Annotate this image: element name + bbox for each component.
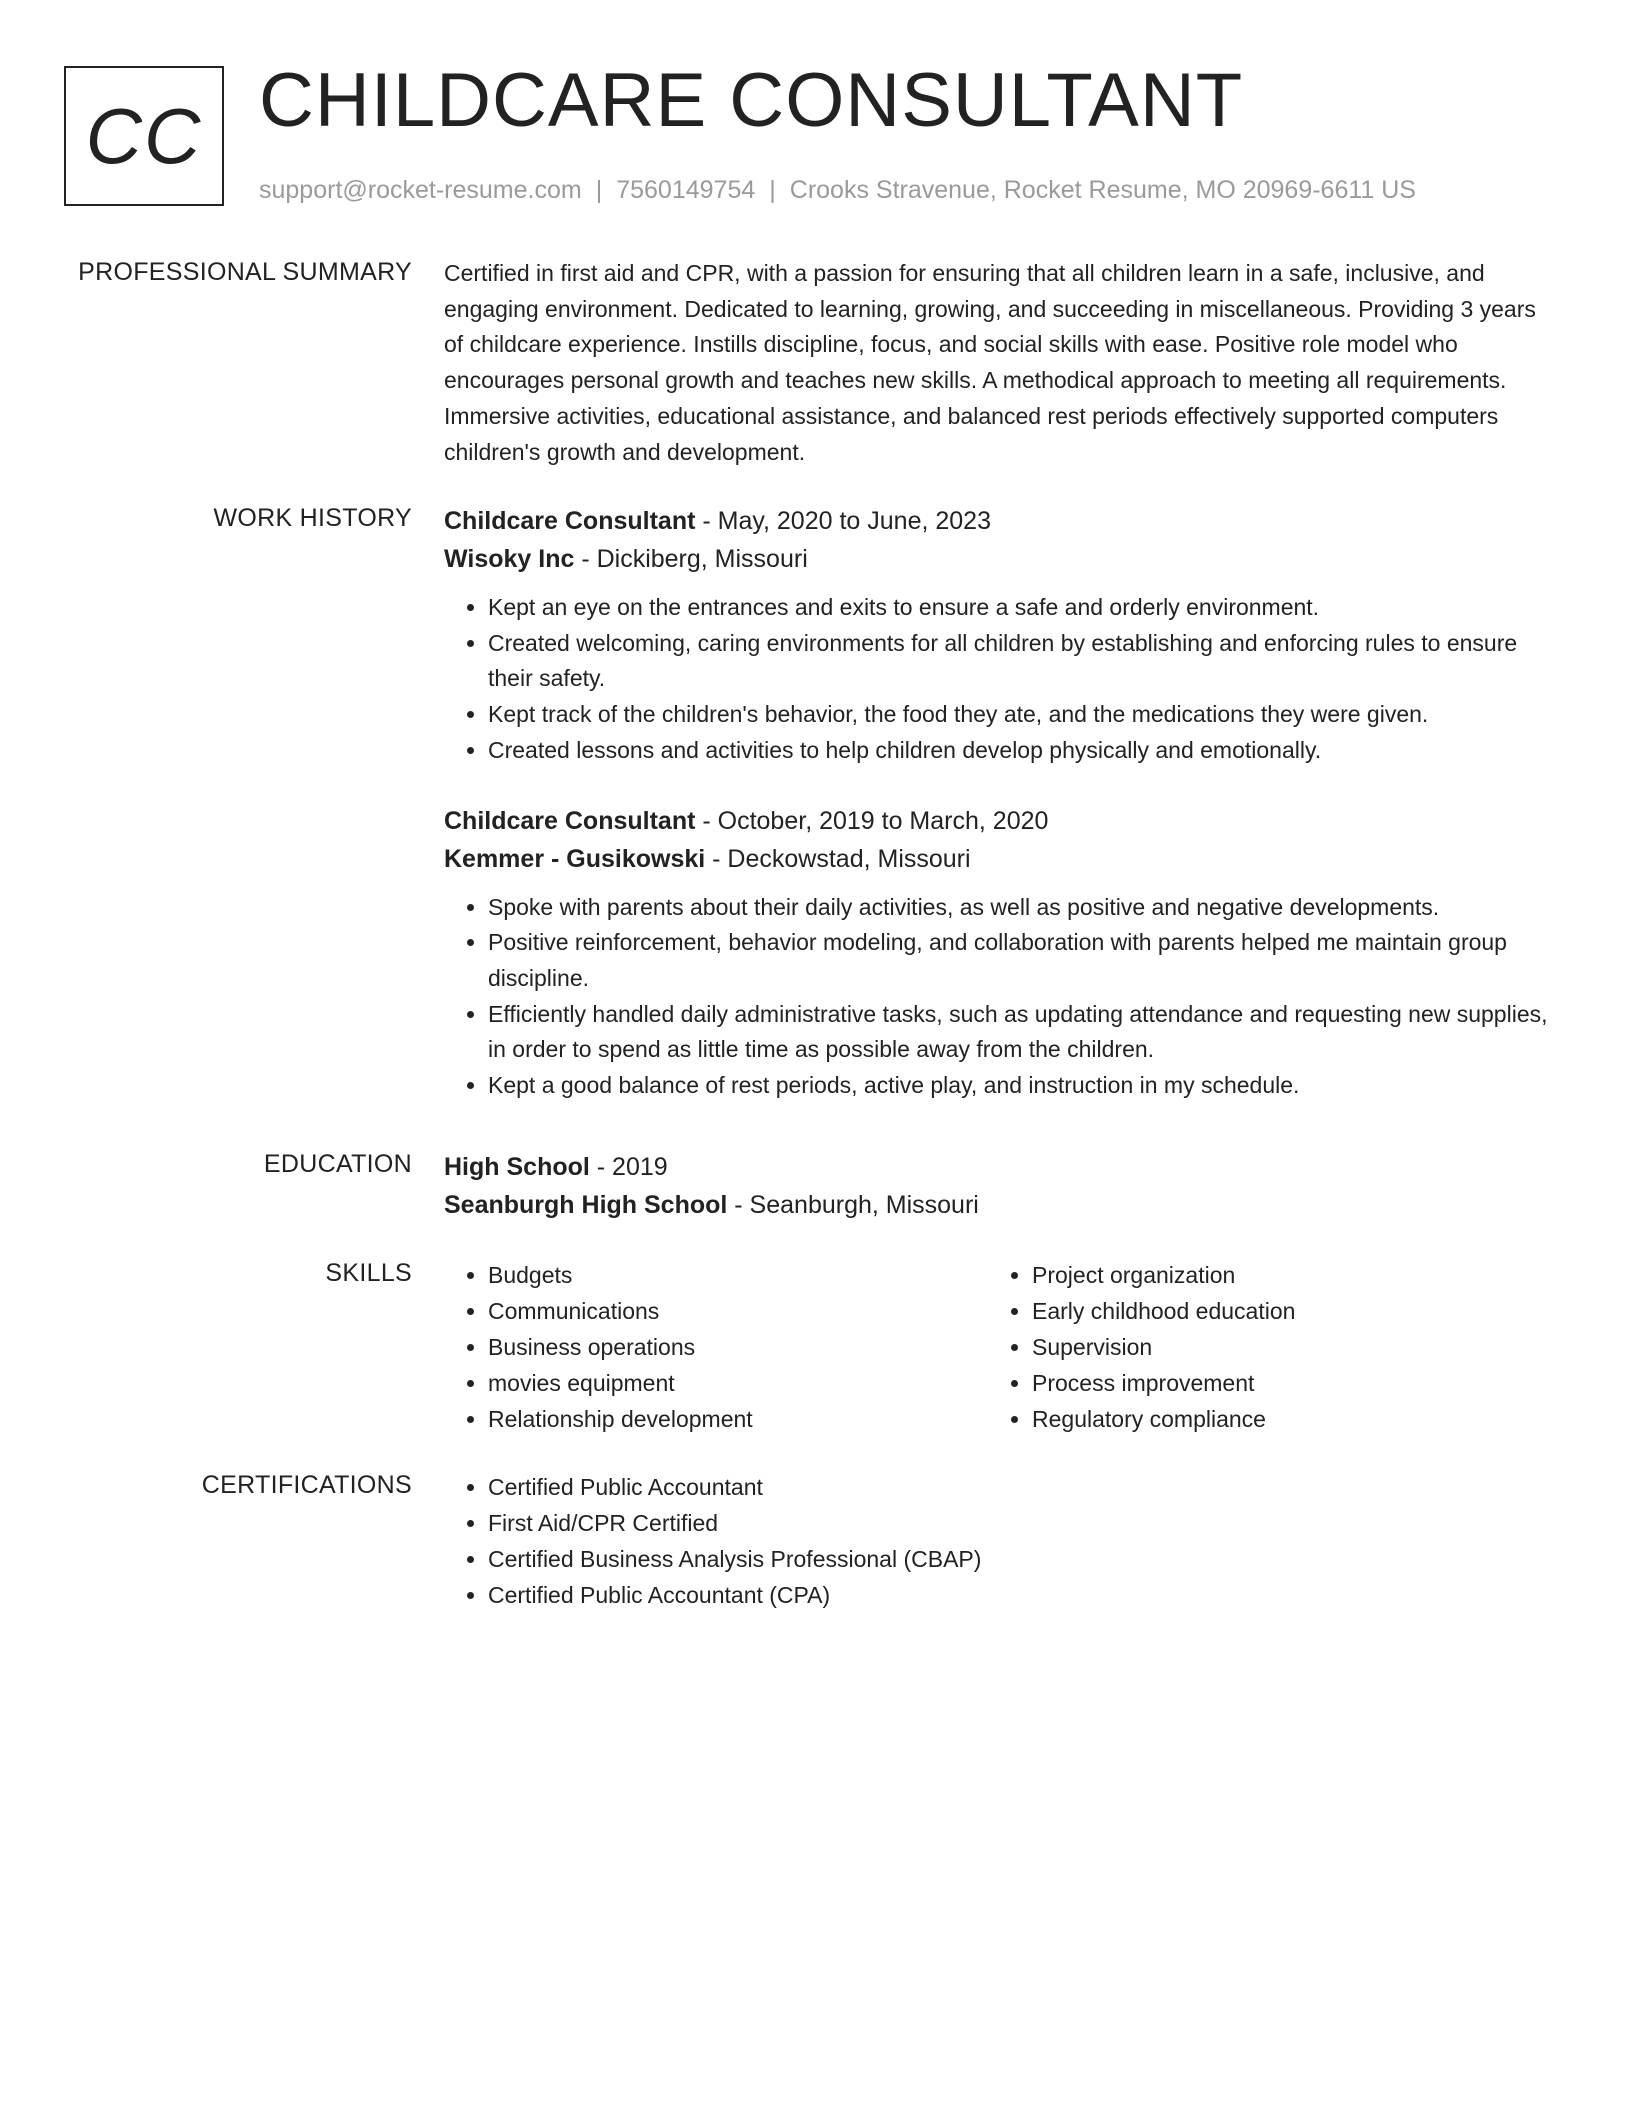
skill-item: • Communications <box>488 1293 988 1329</box>
job-entry <box>444 502 1554 769</box>
education-school: Seanburgh High School <box>444 1191 728 1219</box>
contact-separator: | <box>769 176 776 204</box>
job-location: - Deckowstad, Missouri <box>705 844 971 873</box>
summary-body <box>444 256 1554 470</box>
skills-column-left <box>444 1257 988 1437</box>
certification-item: • Certified Business Analysis Professional (CBAP) <box>488 1541 1554 1577</box>
education-location: - Seanburgh, Missouri <box>727 1191 979 1219</box>
job-duty: • Kept a good balance of rest periods, active play, and instruction in my schedule. <box>488 1068 1554 1104</box>
job-duty: • Kept track of the children's behavior, the food they ate, and the medications they were given. <box>488 697 1554 733</box>
skill-item: • Supervision <box>1032 1329 1532 1365</box>
contact-phone: 7560149754 <box>616 176 756 204</box>
job-duty: • Spoke with parents about their daily activities, as well as positive and negative developments. <box>488 890 1554 926</box>
job-duties <box>444 890 1554 1104</box>
job-company-line <box>444 840 1554 878</box>
education-degree-line <box>444 1148 1554 1186</box>
job-location: - Dickiberg, Missouri <box>574 545 808 573</box>
skills-column-right <box>988 1257 1532 1437</box>
education-year: - 2019 <box>589 1153 668 1181</box>
job-duty: • Efficiently handled daily administrative tasks, such as updating attendance and requesting new supplies, in order to spend as little time as possible away from the children. <box>488 997 1554 1068</box>
certifications-heading: CERTIFICATIONS <box>201 1471 412 1499</box>
skills-body <box>444 1257 1554 1437</box>
contact-email: support@rocket-resume.com <box>259 176 582 204</box>
skill-item: • Relationship development <box>488 1401 988 1437</box>
job-duty: • Created welcoming, caring environments for all children by establishing and enforcing rules to ensure their safety. <box>488 626 1554 697</box>
skills-columns <box>444 1257 1554 1437</box>
education-degree: High School <box>444 1153 590 1181</box>
certification-item: • Certified Public Accountant <box>488 1469 1554 1505</box>
candidate-name: CHILDCARE CONSULTANT <box>259 58 1244 143</box>
education-heading: EDUCATION <box>263 1150 412 1178</box>
certification-item: • First Aid/CPR Certified <box>488 1505 1554 1541</box>
job-dates: - October, 2019 to March, 2020 <box>695 806 1049 835</box>
certifications-body <box>444 1469 1554 1613</box>
job-company-line <box>444 540 1554 578</box>
work-history-body <box>444 502 1554 1104</box>
skill-item: • Project organization <box>1032 1257 1532 1293</box>
job-duties <box>444 590 1554 769</box>
job-dates: - May, 2020 to June, 2023 <box>695 507 991 535</box>
skill-item: • Budgets <box>488 1257 988 1293</box>
contact-separator: | <box>595 176 603 204</box>
job-entry <box>444 802 1554 1104</box>
monogram-badge: CC <box>64 66 224 206</box>
contact-address: Crooks Stravenue, Rocket Resume, MO 20969-6611 US <box>789 176 1416 204</box>
skill-item: • Regulatory compliance <box>1032 1401 1532 1437</box>
certification-item: • Certified Public Accountant (CPA) <box>488 1577 1554 1613</box>
job-duty: • Positive reinforcement, behavior modeling, and collaboration with parents helped me maintain group discipline. <box>488 925 1554 996</box>
summary-text: Certified in first aid and CPR, with a passion for ensuring that all children learn in a safe, inclusive, and engaging environment. Dedicated to learning, growing, and succeeding in miscellaneous. Providing 3 years of childcare experience. Instills discipline, focus, and social skills with ease. Positive role model who encourages personal growth and teaches new skills. A methodical approach to meeting all requirements. Immersive activities, educational assistance, and balanced rest periods effectively supported computers children's growth and development. <box>444 260 1536 465</box>
summary-heading: PROFESSIONAL SUMMARY <box>78 258 412 286</box>
skill-item: • Process improvement <box>1032 1365 1532 1401</box>
job-company: Wisoky Inc <box>444 545 575 573</box>
education-body <box>444 1148 1554 1224</box>
job-title-line <box>444 502 1554 540</box>
certifications-list <box>444 1469 1554 1613</box>
work-history-heading: WORK HISTORY <box>213 504 412 532</box>
job-company: Kemmer - Gusikowski <box>444 844 706 873</box>
education-school-line <box>444 1186 1554 1224</box>
skill-item: • Business operations <box>488 1329 988 1365</box>
skill-item: • Early childhood education <box>1032 1293 1532 1329</box>
job-title-line <box>444 802 1554 840</box>
skills-heading: SKILLS <box>325 1259 412 1287</box>
job-title: Childcare Consultant <box>444 507 696 535</box>
job-title: Childcare Consultant <box>444 806 696 835</box>
job-duty: • Kept an eye on the entrances and exits to ensure a safe and orderly environment. <box>488 590 1554 626</box>
job-duty: • Created lessons and activities to help children develop physically and emotionally. <box>488 733 1554 769</box>
contact-line <box>259 174 1416 206</box>
skill-item: • movies equipment <box>488 1365 988 1401</box>
